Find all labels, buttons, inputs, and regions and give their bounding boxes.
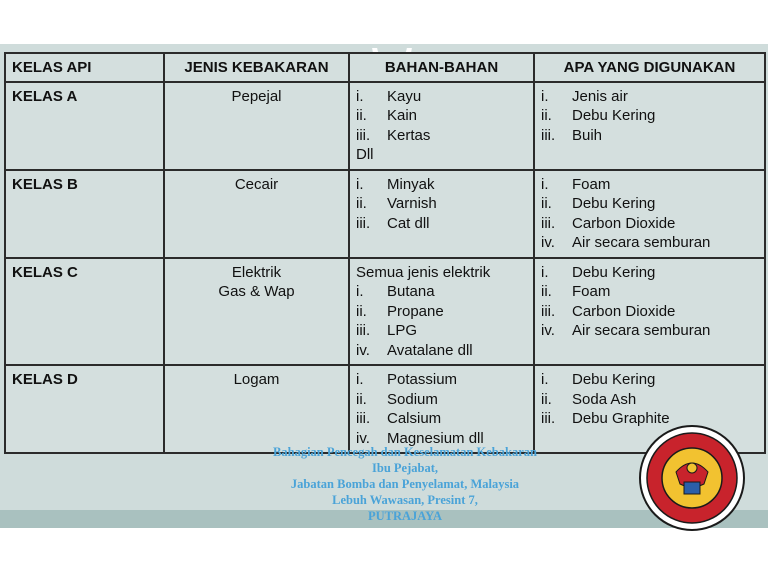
list-item [541,282,758,302]
list-item-text: Cat dll [387,214,430,232]
list-item [541,126,758,146]
list-item [356,126,527,146]
list-item-text: Foam [572,175,611,193]
list-item-text: Magnesium dll [387,429,484,447]
jenis-cell [164,365,349,453]
list-item-text: Avatalane dll [387,341,473,359]
list-item-text: Potassium [387,371,458,388]
table-row [5,170,765,258]
list-item-text: Debu Kering [572,107,656,124]
table-row [5,258,765,366]
fire-class-table [4,52,766,454]
list-item-text: Carbon Dioxide [572,302,676,320]
list-item-text: Sodium [387,390,438,408]
header-bahan-bahan: BAHAN-BAHAN [349,53,534,82]
list-item-number: iii. [541,214,556,232]
list-item-number: i. [356,87,364,105]
list-item-text: Carbon Dioxide [572,214,676,232]
list-item-text: Kain [387,107,418,124]
list-item [356,321,527,341]
list-item-number: i. [541,175,549,193]
jenis-line: Logam [233,371,280,388]
list-item-text: Minyak [387,175,435,193]
list-item-text: Dll [356,146,374,163]
list-item-number: iii. [356,214,371,232]
list-item-text: Foam [572,283,611,300]
list-item-number: i. [541,87,549,105]
list-item [541,263,758,283]
jenis-line: Pepejal [231,87,282,105]
kelas-cell: KELAS A [5,82,164,170]
bahan-cell [349,258,534,366]
guna-cell [534,258,765,366]
list-item [356,263,527,283]
list-item-text: Calsium [387,410,442,427]
guna-cell [534,82,765,170]
list-item [541,214,758,234]
list-item-number: iii. [356,322,371,339]
list-item [356,87,527,107]
list-item-number: iv. [541,234,555,251]
list-item [356,341,527,361]
list-item-text: Kertas [387,126,431,144]
jenis-line: Cecair [234,175,279,193]
jenis-cell [164,82,349,170]
list-item-text: Debu Kering [572,263,656,281]
list-item-text: Jenis air [572,87,628,105]
list-item [541,87,758,107]
jenis-cell [164,258,349,366]
list-item [356,409,527,429]
footer-address [190,444,620,524]
list-item-number: iv. [356,429,370,447]
list-item [541,302,758,322]
kelas-cell: KELAS D [5,365,164,453]
list-item [541,370,758,390]
bahan-cell [349,365,534,453]
list-item-number: ii. [541,195,552,212]
footer-line: Bahagian Pencegah dan Keselamatan Kebakaran [273,445,537,459]
list-item [356,370,527,390]
list-item-number: iv. [356,341,370,359]
list-item-text: Kayu [387,87,422,105]
list-item-number: ii. [356,195,367,212]
list-item-text: Debu Kering [572,195,656,212]
footer-line: Jabatan Bomba dan Penyelamat, Malaysia [290,477,520,491]
list-item [356,106,527,126]
jenis-line: Elektrik [231,263,282,281]
list-item-number: ii. [541,107,552,124]
guna-cell [534,170,765,258]
list-item [541,175,758,195]
list-item-text: Air secara semburan [572,322,711,339]
list-item-text: Semua jenis elektrik [356,263,491,281]
list-item-text: Butana [387,283,435,300]
list-item-number: iii. [356,126,371,144]
list-item-number: i. [356,371,364,388]
list-item-number: ii. [356,302,367,320]
list-item-text: LPG [387,322,418,339]
kelas-cell: KELAS B [5,170,164,258]
list-item-number: iii. [356,410,371,427]
jenis-line: Gas & Wap [218,283,295,300]
list-item-number: i. [356,283,364,300]
list-item [541,106,758,126]
header-kelas-api: KELAS API [5,53,164,82]
table-header-row [5,53,765,82]
list-item-number: iii. [541,126,556,144]
bomba-emblem-icon [638,424,746,532]
footer-line: Ibu Pejabat, [372,461,438,475]
header-apa-yang-digunakan: APA YANG DIGUNAKAN [534,53,765,82]
list-item-number: i. [356,175,364,193]
jenis-cell [164,170,349,258]
list-item-number: i. [541,371,549,388]
list-item [356,302,527,322]
list-item-number: i. [541,263,549,281]
list-item [356,175,527,195]
list-item-text: Air secara semburan [572,234,711,251]
list-item-number: ii. [356,390,367,408]
list-item-text: Debu Kering [572,371,656,388]
list-item-text: Buih [572,126,603,144]
footer-line: Lebuh Wawasan, Presint 7, [332,493,478,507]
list-item-text: Varnish [387,195,437,212]
list-item [356,214,527,234]
list-item-number: iv. [541,322,555,339]
list-item-text: Propane [387,302,444,320]
list-item-text: Debu Graphite [572,410,670,427]
list-item-number: ii. [356,107,367,124]
list-item-number: iii. [541,410,556,427]
list-item [356,390,527,410]
list-item-number: iii. [541,302,556,320]
header-jenis-kebakaran: JENIS KEBAKARAN [164,53,349,82]
list-item [541,390,758,410]
list-item [541,194,758,214]
list-item-number: ii. [541,390,552,408]
list-item [356,282,527,302]
list-item [541,233,758,253]
footer-line: PUTRAJAYA [367,509,443,523]
table-row [5,82,765,170]
list-item-text: Soda Ash [572,390,637,408]
list-item [356,194,527,214]
list-item [356,145,527,165]
kelas-cell: KELAS C [5,258,164,366]
list-item-number: ii. [541,283,552,300]
bahan-cell [349,170,534,258]
list-item [541,321,758,341]
bahan-cell [349,82,534,170]
